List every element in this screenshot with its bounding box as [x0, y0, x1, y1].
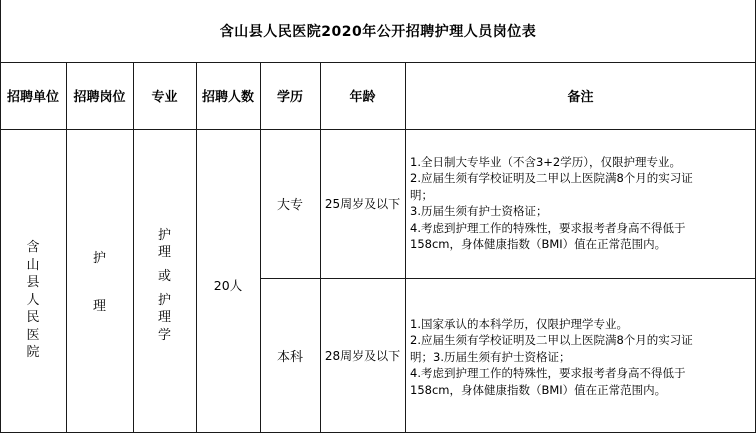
row-1-age: 25周岁及以下	[324, 197, 401, 211]
row-1-education: 大专	[276, 198, 303, 213]
major-char: 理	[157, 245, 171, 261]
unit-char: 院	[26, 345, 40, 361]
major-char: 或	[157, 268, 171, 284]
header-education: 学历	[276, 90, 303, 105]
major-char: 护	[157, 227, 171, 243]
major-char: 护	[157, 292, 171, 308]
note-line: 4.考虑到护理工作的特殊性，要求报考者身高不得低于	[410, 366, 686, 381]
unit-cell	[0, 129, 66, 432]
position-char: 理	[92, 298, 106, 314]
table-title: 含山县人民医院2020年公开招聘护理人员岗位表	[219, 24, 537, 40]
unit-char: 人	[26, 292, 40, 308]
row-2-education: 本科	[276, 349, 303, 365]
header-major: 专业	[151, 90, 178, 105]
header-position: 招聘岗位	[73, 90, 126, 105]
note-line: 4.考虑到护理工作的特殊性，要求报考者身高不得低于	[410, 220, 686, 235]
unit-char: 县	[26, 275, 40, 291]
unit-char: 医	[26, 327, 40, 343]
major-cell	[133, 129, 196, 432]
major-char: 学	[157, 327, 171, 343]
unit-char: 民	[26, 310, 40, 326]
note-line: 2.应届生须有学校证明及二甲以上医院满8个月的实习证	[410, 333, 693, 348]
note-line: 2.应届生须有学校证明及二甲以上医院满8个月的实习证	[410, 171, 693, 186]
position-char: 护	[92, 250, 106, 266]
major-char: 理	[157, 310, 171, 326]
unit-char: 含	[26, 240, 40, 256]
note-line: 3.历届生须有护士资格证；	[410, 204, 548, 219]
count-cell: 20人	[213, 277, 243, 293]
note-line: 1.国家承认的本科学历，仅限护理学专业。	[410, 317, 628, 331]
row-2-notes	[410, 316, 752, 398]
header-count: 招聘人数	[201, 90, 254, 105]
note-line: 明；3.历届生须有护士资格证；	[410, 349, 571, 364]
note-line: 明；	[410, 187, 433, 202]
note-line: 158cm，身体健康指数（BMI）值在正常范围内。	[410, 382, 667, 397]
header-unit: 招聘单位	[6, 90, 59, 105]
unit-char: 山	[26, 257, 40, 273]
header-notes: 备注	[567, 90, 594, 105]
position-cell	[66, 129, 133, 432]
header-age: 年龄	[349, 90, 376, 105]
note-line: 1.全日制大专毕业（不含3+2学历），仅限护理专业。	[410, 155, 681, 169]
row-1-notes	[410, 154, 752, 252]
note-line: 158cm，身体健康指数（BMI）值在正常范围内。	[410, 237, 667, 252]
row-2-age: 28周岁及以下	[324, 348, 401, 363]
